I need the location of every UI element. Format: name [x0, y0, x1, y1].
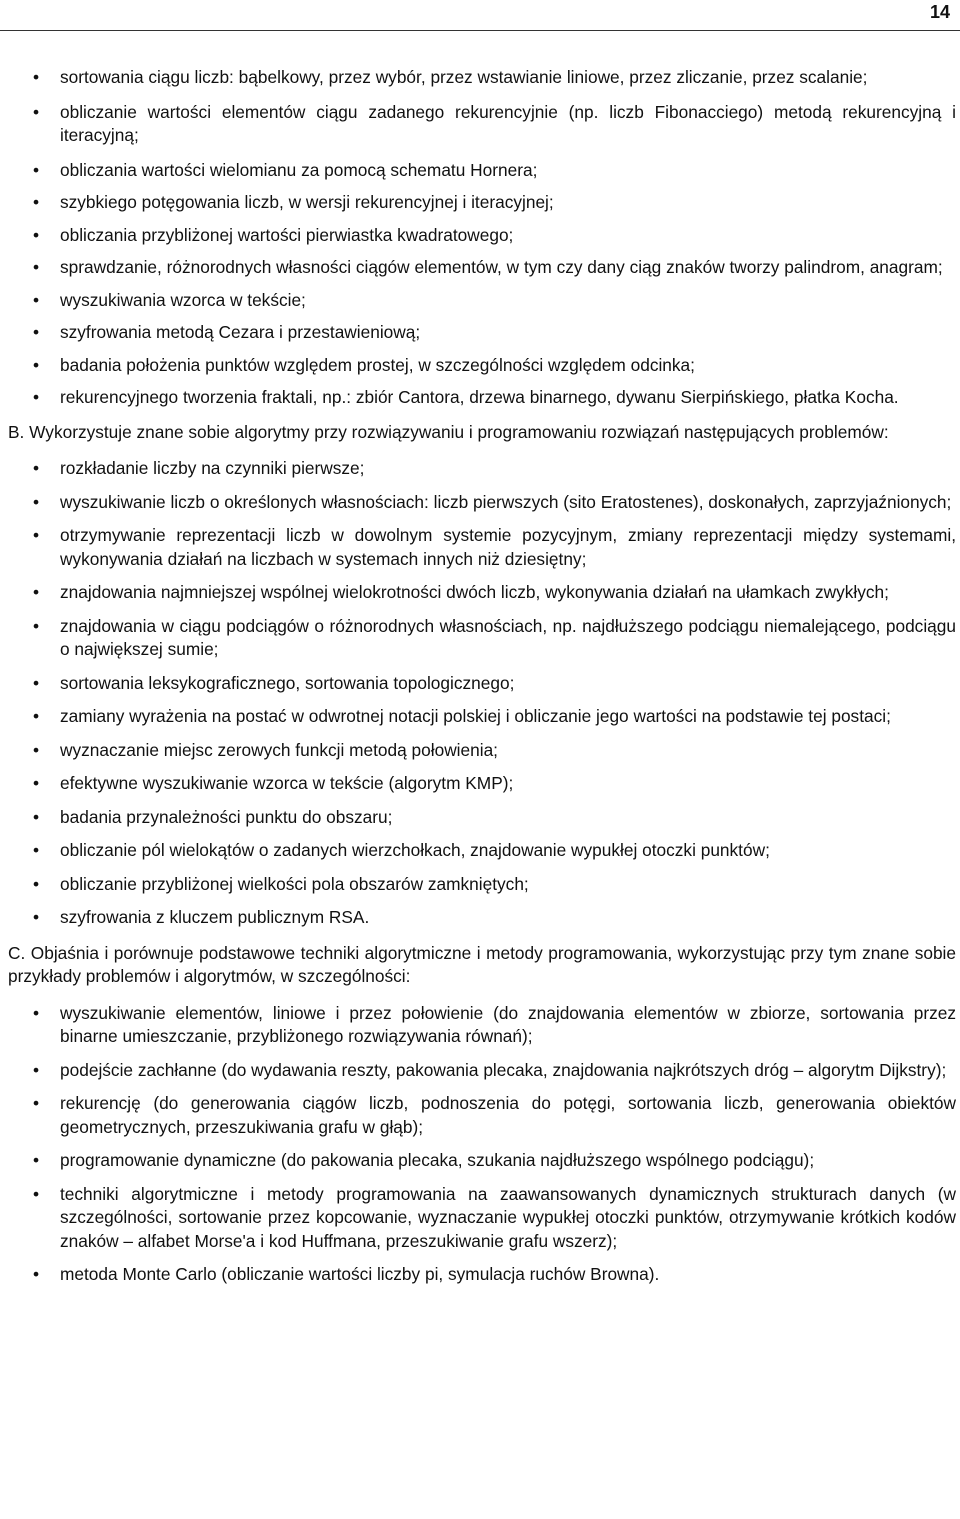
list-item: • znajdowania najmniejszej wspólnej wielokrotności dwóch liczb, wykonywania działań na ułamkach zwykłych; [33, 582, 889, 602]
list-item: • wyszukiwanie elementów, liniowe i przez połowienie (do znajdowania elementów w zbiorze, sortowania przez binarne umieszczanie, przybliżonego rozwiązywania równań); [33, 1002, 956, 1046]
list-item: • obliczanie przybliżonej wielkości pola obszarów zamkniętych; [33, 873, 529, 894]
list-item: • obliczanie pól wielokątów o zadanych wierzchołkach, znajdowanie wypukłej otoczki punktów; [33, 840, 770, 860]
bullet-list-b [31, 457, 956, 930]
bullet-list-a [31, 66, 956, 410]
list-item: • rozkładanie liczby na czynniki pierwsze; [33, 458, 365, 478]
list-item: • zamiany wyrażenia na postać w odwrotnej notacji polskiej i obliczanie jego wartości na podstawie tej postaci; [33, 706, 891, 726]
list-item: • techniki algorytmiczne i metody programowania na zaawansowanych dynamicznych strukturach danych (w szczególności, sortowanie przez kopcowanie, wyznaczanie wypukłej otoczki punktów, otrzymywanie krótkich kodów znaków – alfabet Morse'a i kod Huffmana, przeszukiwanie grafu wszerz); [33, 1183, 956, 1251]
list-item: • badania przynależności punktu do obszaru; [33, 806, 393, 827]
list-item: • podejście zachłanne (do wydawania reszty, pakowania plecaka, znajdowania najkrótszych dróg – algorytm Dijkstry); [33, 1059, 947, 1080]
section-b-letter: B. [8, 421, 25, 442]
list-item: • sprawdzanie, różnorodnych własności ciągów elementów, w tym czy dany ciąg znaków tworzy palindrom, anagram; [33, 257, 943, 277]
list-item: • sortowania ciągu liczb: bąbelkowy, przez wybór, przez wstawianie liniowe, przez zliczanie, przez scalanie; [33, 67, 868, 87]
list-item: • wyszukiwania wzorca w tekście; [33, 289, 306, 310]
section-b-text: Wykorzystuje znane sobie algorytmy przy rozwiązywaniu i programowaniu rozwiązań następujących problemów: [29, 421, 889, 442]
list-item: • szyfrowania metodą Cezara i przestawieniową; [33, 322, 421, 342]
list-item: • obliczania wartości wielomianu za pomocą schematu Hornera; [33, 159, 538, 180]
list-item: • obliczanie wartości elementów ciągu zadanego rekurencyjnie (np. liczb Fibonacciego) metodą rekurencyjną i iteracyjną; [33, 101, 956, 145]
list-item: • efektywne wyszukiwanie wzorca w tekście (algorytm KMP); [33, 773, 514, 793]
list-item: • obliczania przybliżonej wartości pierwiastka kwadratowego; [33, 224, 514, 245]
bullet-list-c [31, 1002, 956, 1287]
list-item: • szybkiego potęgowania liczb, w wersji rekurencyjnej i iteracyjnej; [33, 192, 554, 212]
page-content [8, 66, 957, 1287]
header-rule [0, 30, 960, 31]
list-item: • szyfrowania z kluczem publicznym RSA. [33, 907, 370, 927]
section-c-letter: C. [8, 942, 26, 963]
list-item: • rekurencję (do generowania ciągów liczb, podnoszenia do potęgi, sortowania liczb, generowania obiektów geometrycznych, przeszukiwania grafu w głąb); [33, 1093, 956, 1137]
section-c-text: Objaśnia i porównuje podstawowe techniki algorytmiczne i metody programowania, wykorzystując przy tym znane sobie przykłady problemów i algorytmów, w szczególności: [8, 942, 957, 986]
list-item: • znajdowania w ciągu podciągów o różnorodnych własnościach, np. najdłuższego podciągu niemalejącego, podciągu o największej sumie; [33, 615, 956, 659]
list-item: • programowanie dynamiczne (do pakowania plecaka, szukania najdłuższego wspólnego podciągu); [33, 1150, 815, 1170]
list-item: • metoda Monte Carlo (obliczanie wartości liczby pi, symulacja ruchów Browna). [33, 1264, 660, 1284]
list-item: • sortowania leksykograficznego, sortowania topologicznego; [33, 672, 515, 693]
list-item: • badania położenia punktów względem prostej, w szczególności względem odcinka; [33, 354, 695, 375]
section-b-intro [8, 421, 956, 445]
section-c-intro [8, 942, 956, 989]
list-item: • otrzymywanie reprezentacji liczb w dowolnym systemie pozycyjnym, zmiany reprezentacji między systemami, wykonywania działań na liczbach w systemach innych niż dziesiętny; [33, 525, 956, 569]
list-item: • wyznaczanie miejsc zerowych funkcji metodą połowienia; [33, 739, 498, 760]
page-number: 14 [929, 2, 950, 22]
list-item: • wyszukiwanie liczb o określonych własnościach: liczb pierwszych (sito Eratostenes), doskonałych, zaprzyjaźnionych; [33, 491, 952, 512]
list-item: • rekurencyjnego tworzenia fraktali, np.: zbiór Cantora, drzewa binarnego, dywanu Sierpińskiego, płatka Kocha. [33, 387, 899, 407]
